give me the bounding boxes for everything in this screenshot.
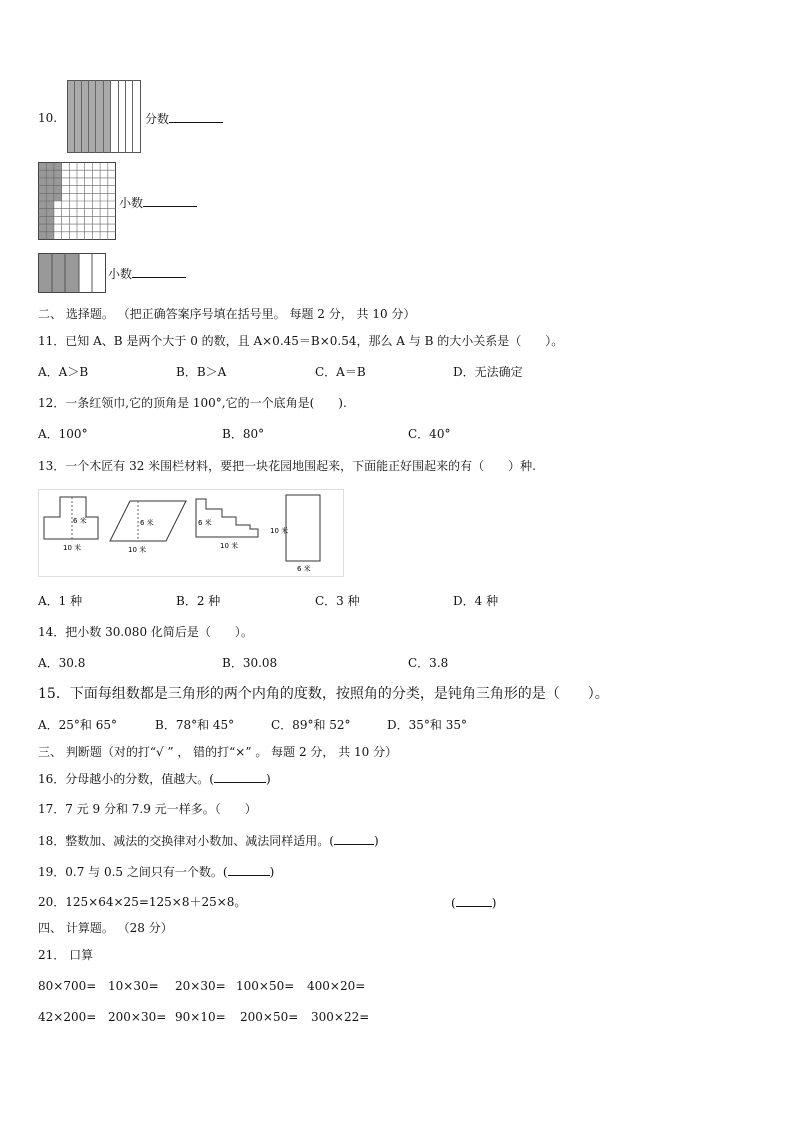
q16-answer-blank[interactable] (214, 770, 266, 783)
q20-bracket-close: ) (491, 896, 497, 910)
oral-calc-2-2: 200×30= (108, 1010, 167, 1024)
q18-answer-blank[interactable] (334, 832, 374, 845)
decimal-answer-line-1[interactable] (119, 194, 197, 211)
decimal-grid-figure (38, 162, 116, 240)
oral-calc-2-1: 42×200= (38, 1010, 97, 1024)
section-4-heading: 四、 计算题。 （28 分） (38, 921, 173, 935)
q15-option-a[interactable]: A．25°和 65° (38, 718, 118, 732)
question-11-stem: 11．已知 A、B 是两个大于 0 的数，且 A×0.45＝B×0.54，那么 A 与 B 的大小关系是（ ）。 (38, 334, 564, 348)
q13-option-d[interactable]: D．4 种 (453, 594, 499, 608)
q12-option-c[interactable]: C．40° (408, 427, 451, 441)
oral-calc-1-5: 400×20= (307, 979, 366, 993)
oral-calc-1-4: 100×50= (236, 979, 295, 993)
q15-option-b[interactable]: B．78°和 45° (155, 718, 235, 732)
decimal-blank-2[interactable] (132, 265, 186, 278)
q14-option-a[interactable]: A．30.8 (38, 656, 86, 670)
question-18-close: ) (373, 834, 379, 848)
question-14-stem: 14．把小数 30.080 化简后是（ ）。 (38, 625, 253, 639)
question-18 (38, 832, 379, 849)
q19-answer-blank[interactable] (228, 863, 270, 876)
oral-calc-1-2: 10×30= (108, 979, 159, 993)
q14-option-b[interactable]: B．30.08 (222, 656, 278, 670)
q11-option-d[interactable]: D．无法确定 (453, 365, 523, 379)
fraction-blank[interactable] (169, 110, 223, 123)
question-21-title: 21． 口算 (38, 948, 94, 962)
question-18-text: 18．整数加、减法的交换律对小数加、减法同样适用。( (38, 834, 334, 848)
shape-2-width-label: 10 米 (128, 546, 147, 554)
question-17: 17．7 元 9 分和 7.9 元一样多。（ ） (38, 802, 257, 816)
oral-calc-2-4: 200×50= (240, 1010, 299, 1024)
question-16-close: ) (265, 772, 271, 786)
q20-answer-blank[interactable] (456, 894, 492, 907)
decimal-label-2: 小数 (108, 267, 133, 281)
question-19 (38, 863, 274, 880)
q11-option-a[interactable]: A．A＞B (38, 365, 89, 379)
question-12-stem: 12．一条红领巾,它的顶角是 100°,它的一个底角是( ). (38, 396, 347, 410)
question-16-text: 16．分母越小的分数，值越大。( (38, 772, 214, 786)
shape-1-width-label: 10 米 (63, 544, 82, 552)
shape-3-width-label: 10 米 (220, 542, 239, 550)
shape-4-height-label: 10 米 (270, 527, 289, 535)
q15-option-d[interactable]: D．35°和 35° (387, 718, 467, 732)
shape-1-height-label: 6 米 (73, 517, 87, 525)
decimal-blank-1[interactable] (143, 194, 197, 207)
shape-2-height-label: 6 米 (140, 519, 154, 527)
q12-option-b[interactable]: B．80° (222, 427, 265, 441)
oral-calc-2-5: 300×22= (311, 1010, 370, 1024)
question-16 (38, 770, 271, 787)
shape-4-width-label: 6 米 (297, 565, 311, 573)
oral-calc-2-3: 90×10= (175, 1010, 226, 1024)
oral-calc-1-1: 80×700= (38, 979, 97, 993)
q12-option-a[interactable]: A．100° (38, 427, 88, 441)
question-15-stem: 15．下面每组数都是三角形的两个内角的度数，按照角的分类，是钝角三角形的是（ ）。 (38, 686, 609, 702)
fraction-answer-line[interactable] (145, 110, 223, 127)
q20-bracket-open: ( (451, 896, 456, 910)
question-13-stem: 13．一个木匠有 32 米围栏材料，要把一块花园地围起来，下面能正好围起来的有（ ）种. (38, 459, 536, 473)
question-20: 20．125×64×25=125×8＋25×8。 (38, 895, 247, 909)
q11-option-c[interactable]: C．A＝B (315, 365, 366, 379)
question-10-number: 10. (38, 111, 58, 125)
fence-shapes-figure (38, 489, 344, 577)
question-19-close: ) (269, 865, 275, 879)
q20-answer-bracket[interactable] (451, 894, 496, 911)
decimal-label-1: 小数 (119, 196, 144, 210)
decimal-answer-line-2[interactable] (108, 265, 186, 282)
q15-option-c[interactable]: C．89°和 52° (271, 718, 351, 732)
q11-option-b[interactable]: B．B＞A (176, 365, 227, 379)
q13-option-a[interactable]: A．1 种 (38, 594, 83, 608)
fraction-strip-figure (67, 80, 141, 153)
shape-3-height-label: 6 米 (198, 519, 212, 527)
question-19-text: 19．0.7 与 0.5 之间只有一个数。( (38, 865, 228, 879)
section-3-heading: 三、 判断题（对的打“√ ” ， 错的打“×” 。 每题 2 分， 共 10 分） (38, 745, 398, 759)
decimal-strip-figure (38, 253, 106, 293)
q14-option-c[interactable]: C．3.8 (408, 656, 449, 670)
fraction-label: 分数 (145, 112, 170, 126)
oral-calc-1-3: 20×30= (175, 979, 226, 993)
section-2-heading: 二、 选择题。 （把正确答案序号填在括号里。 每题 2 分， 共 10 分） (38, 307, 416, 321)
q13-option-c[interactable]: C．3 种 (315, 594, 360, 608)
q13-option-b[interactable]: B．2 种 (176, 594, 221, 608)
